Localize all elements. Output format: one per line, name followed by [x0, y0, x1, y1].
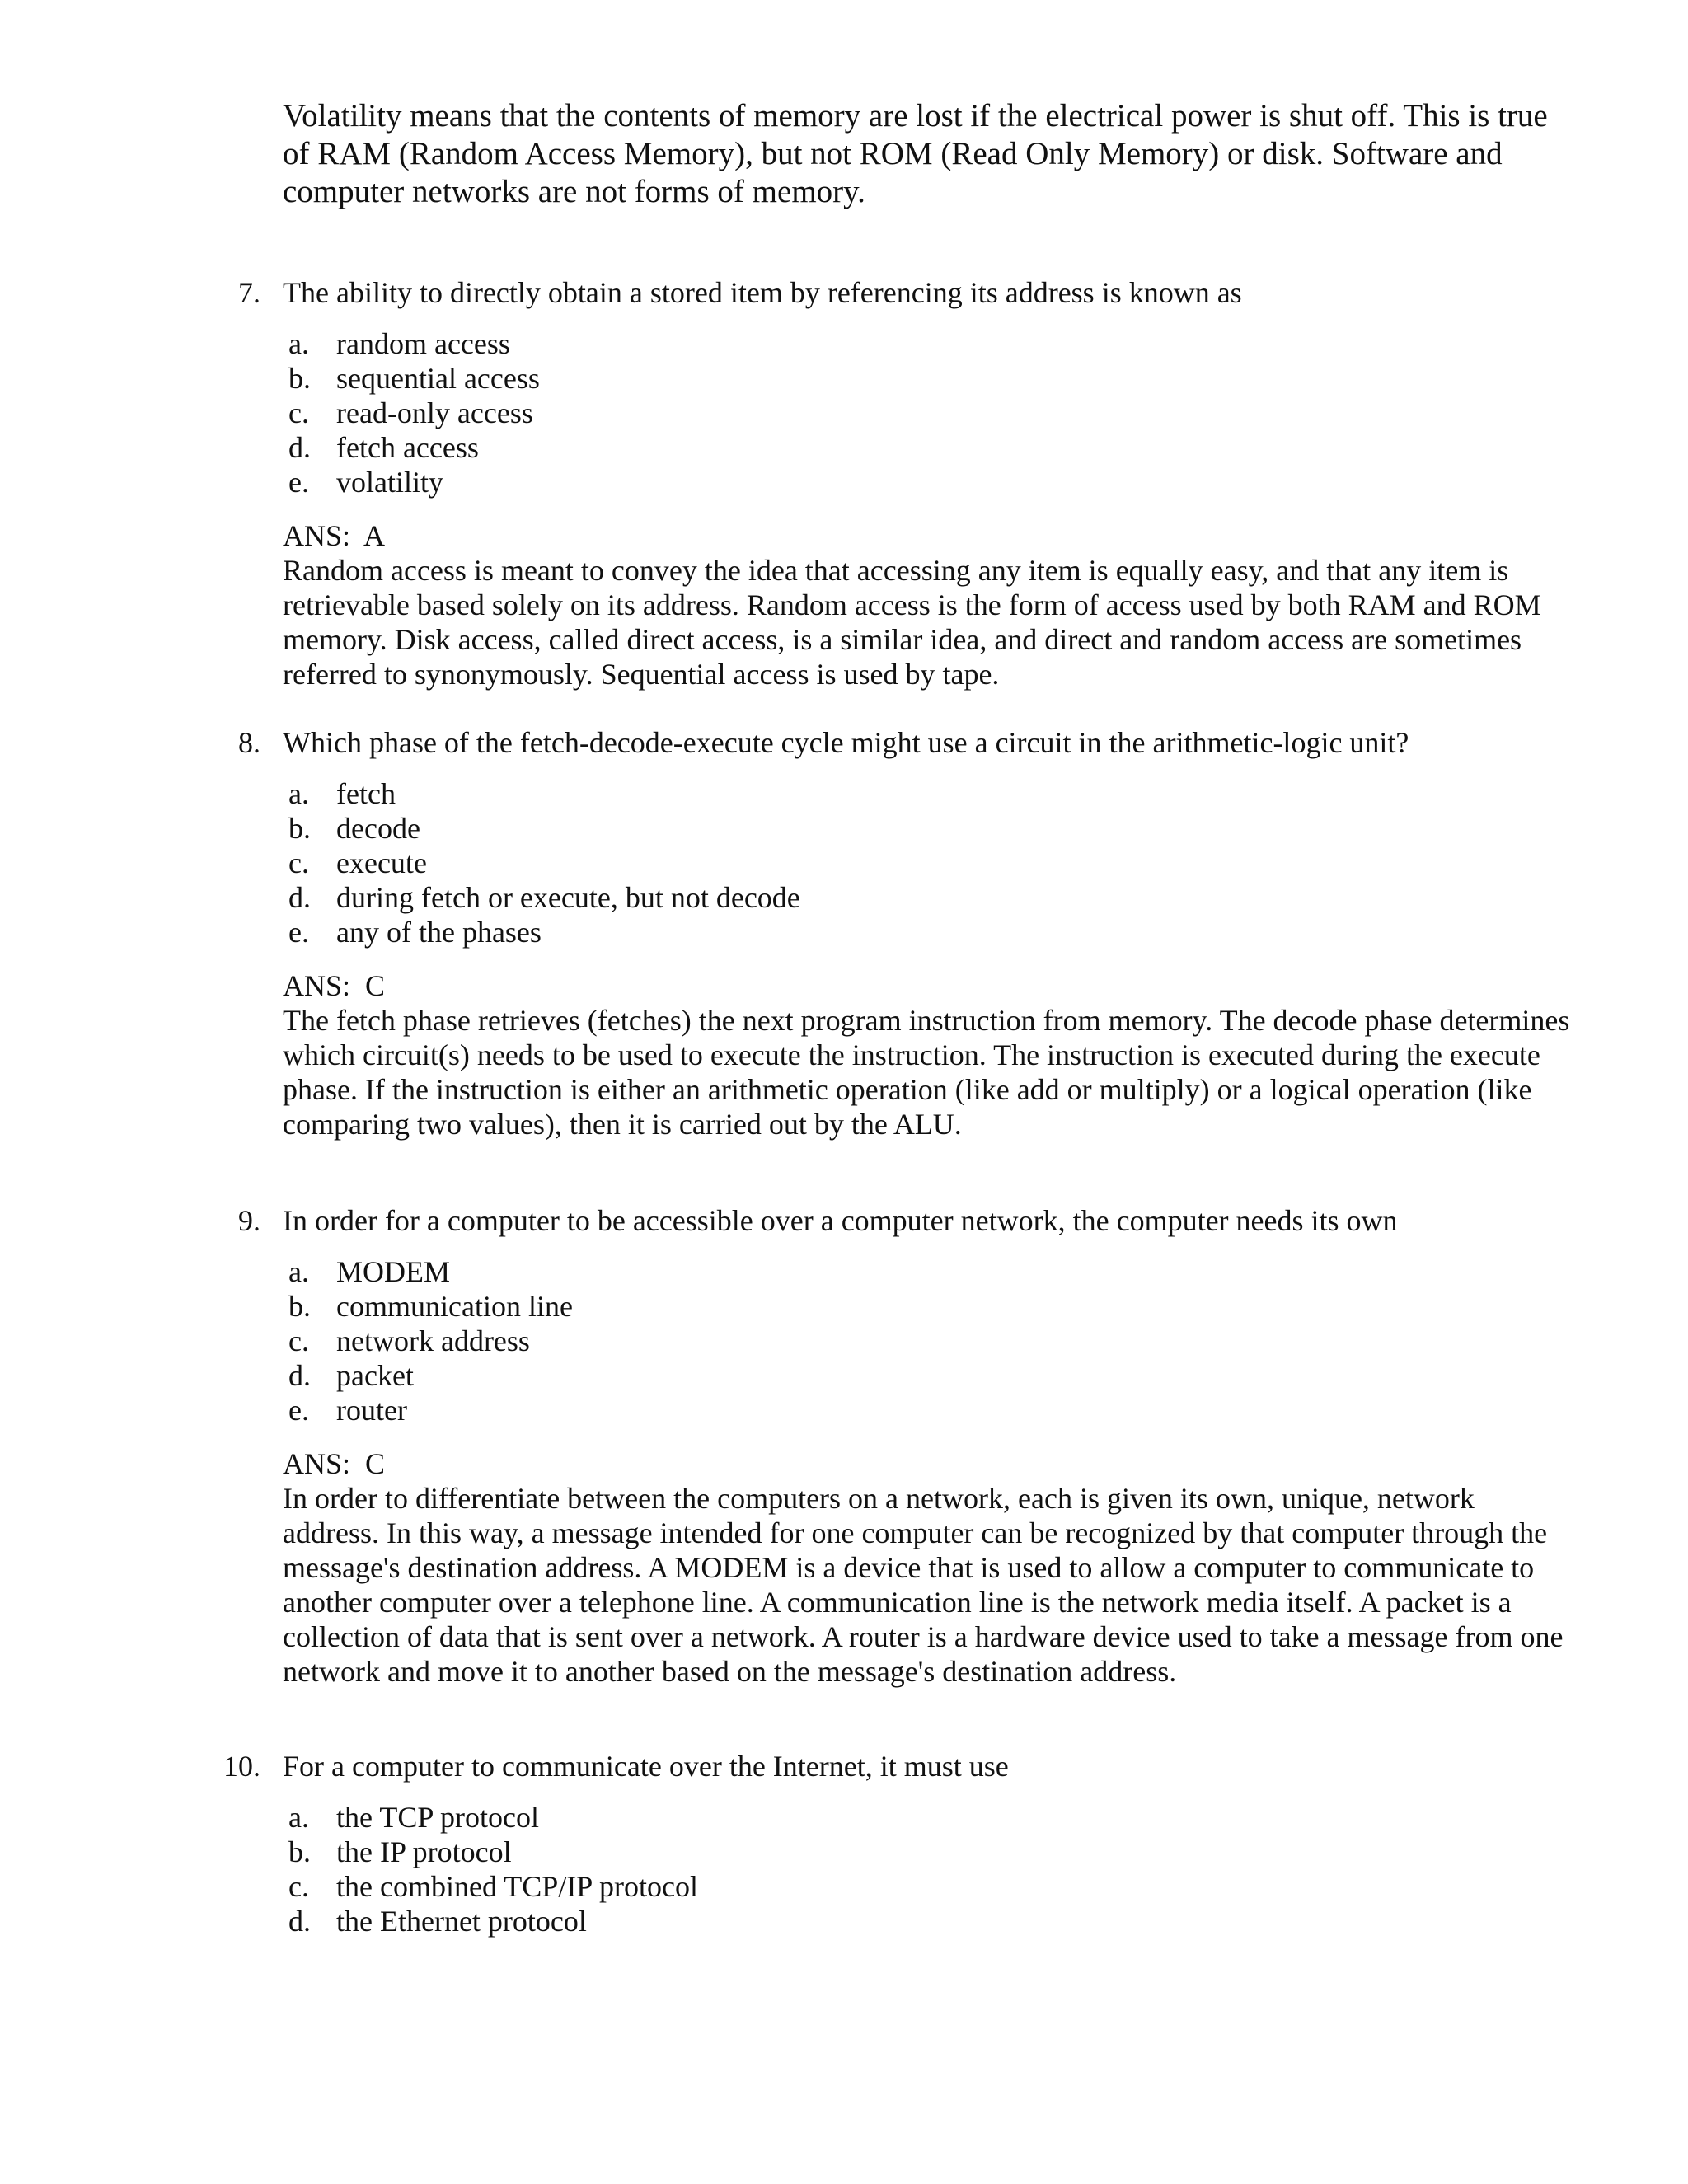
- choice-text: any of the phases: [336, 916, 542, 949]
- choice-text: during fetch or execute, but not decode: [336, 881, 800, 914]
- choice-list: [288, 776, 800, 949]
- choice-a: [288, 1800, 698, 1835]
- answer-block: [283, 518, 1577, 691]
- choice-letter: b.: [288, 1290, 311, 1323]
- choice-letter: d.: [288, 1905, 311, 1938]
- choice-text: read-only access: [336, 396, 533, 429]
- question-stem: In order for a computer to be accessible over a computer network, the computer needs its own: [283, 1204, 1398, 1237]
- choice-b: [288, 1835, 698, 1869]
- choice-b: [288, 361, 540, 396]
- answer-block: [283, 1446, 1577, 1689]
- choice-text: the IP protocol: [336, 1835, 512, 1868]
- choice-letter: e.: [288, 916, 309, 949]
- choice-b: [288, 811, 800, 846]
- choice-c: [288, 1324, 573, 1358]
- choice-text: random access: [336, 327, 510, 360]
- choice-e: [288, 465, 540, 499]
- choice-letter: c.: [288, 1870, 309, 1903]
- choice-c: [288, 846, 800, 880]
- choice-letter: d.: [288, 1359, 311, 1392]
- choice-e: [288, 1393, 573, 1427]
- choice-text: sequential access: [336, 362, 540, 395]
- choice-letter: b.: [288, 362, 311, 395]
- choice-d: [288, 880, 800, 915]
- answer-key: ANS: C: [283, 1447, 386, 1480]
- choice-list: [288, 326, 540, 499]
- choice-c: [288, 1869, 698, 1904]
- choice-letter: c.: [288, 1324, 309, 1357]
- choice-list: [288, 1800, 698, 1938]
- choice-letter: c.: [288, 846, 309, 879]
- choice-text: packet: [336, 1359, 414, 1392]
- choice-letter: d.: [288, 881, 311, 914]
- choice-text: the Ethernet protocol: [336, 1905, 587, 1938]
- choice-a: [288, 1254, 573, 1289]
- choice-text: MODEM: [336, 1255, 451, 1288]
- choice-a: [288, 776, 800, 811]
- choice-text: communication line: [336, 1290, 573, 1323]
- question-number: 7.: [238, 276, 260, 309]
- question-number: 9.: [238, 1204, 260, 1237]
- answer-block: [283, 968, 1577, 1141]
- choice-text: execute: [336, 846, 427, 879]
- choice-a: [288, 326, 540, 361]
- choice-c: [288, 396, 540, 430]
- choice-d: [288, 430, 540, 465]
- choice-text: decode: [336, 812, 420, 845]
- choice-letter: c.: [288, 396, 309, 429]
- intro-paragraph: Volatility means that the contents of memory are lost if the electrical power is shut off. This is true of RAM (Random Access Memory), but not ROM (Read Only Memory) or disk. Software and computer networks are not forms of memory.: [283, 98, 1548, 209]
- choice-text: the TCP protocol: [336, 1801, 539, 1834]
- choice-text: fetch: [336, 777, 396, 810]
- answer-explanation: Random access is meant to convey the idea that accessing any item is equally easy, and that any item is retrievable based solely on its address. Random access is the form of access used by both RAM and ROM memory. Disk access, called direct access, is a similar idea, and direct and random access are sometimes referred to synonymously. Sequential access is used by tape.: [283, 554, 1541, 691]
- choice-d: [288, 1904, 698, 1938]
- choice-letter: b.: [288, 812, 311, 845]
- choice-letter: a.: [288, 327, 309, 360]
- question-number: 10.: [223, 1750, 260, 1783]
- answer-key: ANS: A: [283, 519, 386, 552]
- choice-letter: a.: [288, 777, 309, 810]
- choice-text: fetch access: [336, 431, 479, 464]
- question-stem: For a computer to communicate over the Internet, it must use: [283, 1750, 1009, 1783]
- choice-letter: e.: [288, 1394, 309, 1427]
- question-stem: Which phase of the fetch-decode-execute cycle might use a circuit in the arithmetic-logic unit?: [283, 726, 1409, 759]
- choice-letter: d.: [288, 431, 311, 464]
- choice-list: [288, 1254, 573, 1427]
- answer-explanation: The fetch phase retrieves (fetches) the next program instruction from memory. The decode phase determines which circuit(s) needs to be used to execute the instruction. The instruction is executed during the execute phase. If the instruction is either an arithmetic operation (like add or multiply) or a logical operation (like comparing two values), then it is carried out by the ALU.: [283, 1004, 1570, 1141]
- answer-explanation: In order to differentiate between the computers on a network, each is given its own, unique, network address. In this way, a message intended for one computer can be recognized by that computer through the message's destination address. A MODEM is a device that is used to allow a computer to communicate to another computer over a telephone line. A communication line is the network media itself. A packet is a collection of data that is sent over a network. A router is a hardware device used to take a message from one network and move it to another based on the message's destination address.: [283, 1482, 1564, 1688]
- choice-e: [288, 915, 800, 949]
- choice-letter: e.: [288, 466, 309, 499]
- choice-b: [288, 1289, 573, 1324]
- choice-text: volatility: [336, 466, 443, 499]
- choice-letter: a.: [288, 1255, 309, 1288]
- choice-text: router: [336, 1394, 407, 1427]
- choice-letter: a.: [288, 1801, 309, 1834]
- question-number: 8.: [238, 726, 260, 759]
- question-stem: The ability to directly obtain a stored item by referencing its address is known as: [283, 276, 1242, 309]
- choice-d: [288, 1358, 573, 1393]
- choice-text: network address: [336, 1324, 530, 1357]
- choice-letter: b.: [288, 1835, 311, 1868]
- choice-text: the combined TCP/IP protocol: [336, 1870, 698, 1903]
- answer-key: ANS: C: [283, 969, 386, 1002]
